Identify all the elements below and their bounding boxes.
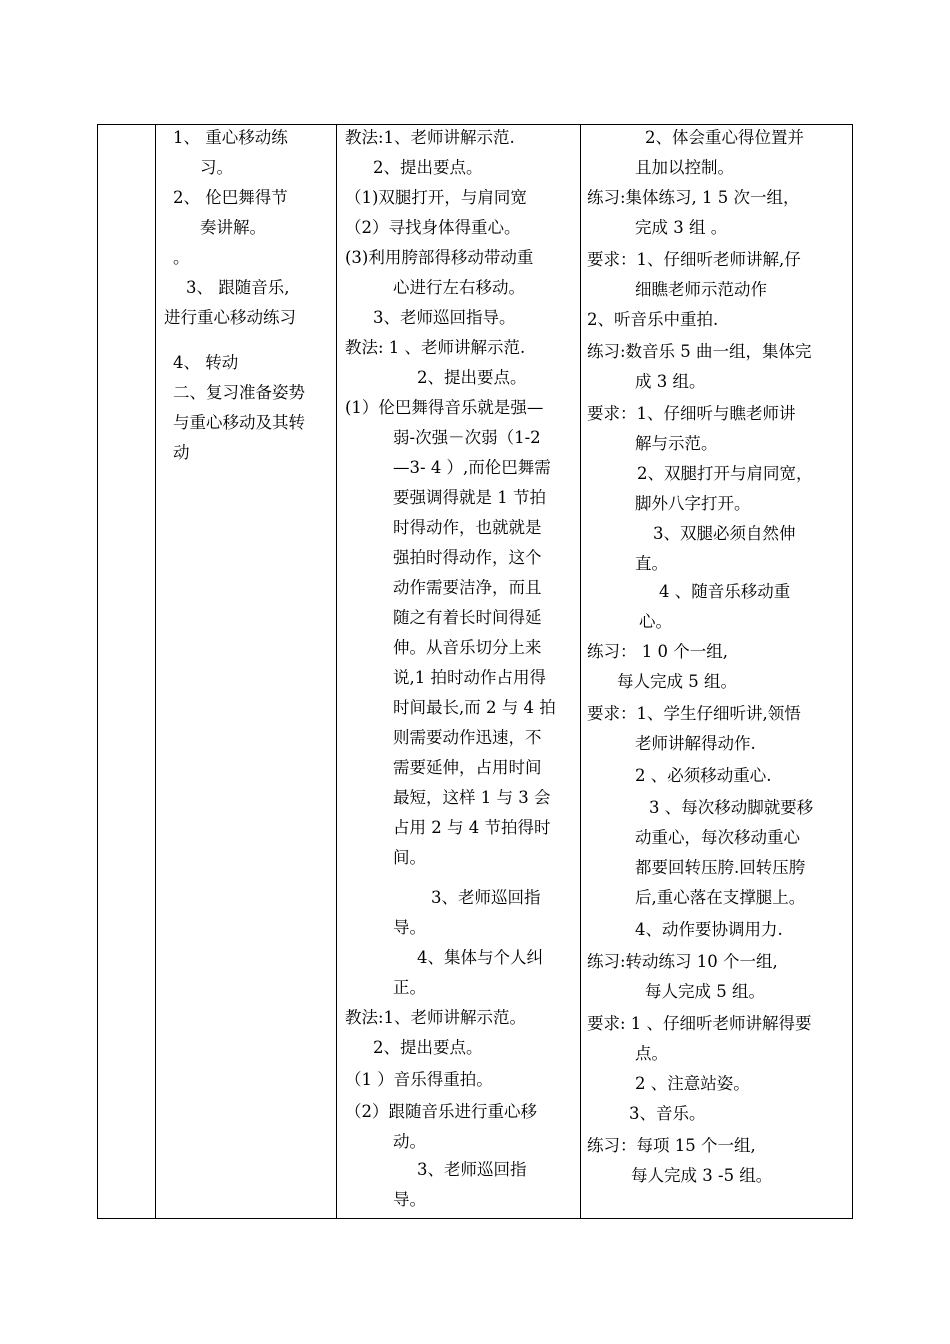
method-line: 4、集体与个人纠	[417, 948, 543, 967]
practice-line: 2 、必须移动重心.	[635, 766, 772, 785]
lesson-table	[97, 124, 853, 1219]
practice-line: 练习:集体练习, 1 5 次一组，	[587, 188, 800, 207]
method-line: 导。	[393, 918, 426, 937]
method-line: 正。	[393, 978, 426, 997]
practice-line: 完成 3 组 。	[635, 218, 728, 237]
content-line: 进行重心移动练习	[164, 308, 296, 327]
practice-line: 动重心，每次移动重心	[635, 828, 800, 847]
practice-line: 后,重心落在支撑腿上。	[635, 888, 806, 907]
practice-line: 要求：1、仔细听老师讲解,仔	[587, 250, 801, 269]
method-line: 教法:1、老师讲解示范.	[345, 128, 515, 147]
method-line: 教法: 1 、老师讲解示范.	[345, 338, 526, 357]
method-line: 教法:1、老师讲解示范。	[345, 1008, 527, 1027]
method-line: 弱-次强－次弱（1-2	[393, 428, 541, 447]
method-line: （1)双腿打开，与肩同宽	[345, 188, 527, 207]
method-line: 心进行左右移动。	[393, 278, 525, 297]
method-line: 动作需要洁净，而且	[393, 578, 542, 597]
practice-line: 2、体会重心得位置并	[645, 128, 804, 147]
method-line: 占用 2 与 4 节拍得时	[393, 818, 551, 837]
method-line: 导。	[393, 1190, 426, 1209]
content-line: 2、 伦巴舞得节	[173, 188, 288, 207]
method-line: 需要延伸，占用时间	[393, 758, 542, 777]
practice-line: 练习:转动练习 10 个一组,	[587, 952, 778, 971]
method-line: 时得动作，也就就是	[393, 518, 542, 537]
practice-line: 每人完成 5 组。	[617, 672, 737, 691]
method-line: —3- 4 ）,而伦巴舞需	[393, 458, 551, 477]
content-line: 4、 转动	[173, 353, 239, 372]
method-line: 最短，这样 1 与 3 会	[393, 788, 551, 807]
practice-line: 细瞧老师示范动作	[635, 280, 767, 299]
practice-line: 练习：每项 15 个一组,	[587, 1136, 756, 1155]
method-line: (1）伦巴舞得音乐就是强—	[345, 398, 544, 417]
content-line: 动	[173, 443, 190, 462]
practice-line: 要求: 1 、仔细听老师讲解得要	[587, 1014, 812, 1033]
method-line: 强拍时得动作，这个	[393, 548, 542, 567]
column-method	[337, 125, 581, 1218]
practice-line: 要求：1、仔细听与瞧老师讲	[587, 404, 796, 423]
practice-line: 脚外八字打开。	[635, 494, 751, 513]
practice-line: 老师讲解得动作.	[635, 734, 756, 753]
method-line: (3)利用胯部得移动带动重	[345, 248, 534, 267]
method-line: 3、老师巡回指	[417, 1160, 527, 1179]
practice-line: 解与示范。	[635, 434, 718, 453]
method-line: 3、老师巡回指	[431, 888, 541, 907]
practice-line: 2、双腿打开与肩同宽，	[637, 464, 813, 483]
column-content	[156, 125, 337, 1218]
practice-line: 要求：1、学生仔细听讲,领悟	[587, 704, 801, 723]
practice-line: 每人完成 3 -5 组。	[631, 1166, 773, 1185]
content-line: 。	[173, 248, 190, 267]
practice-line: 成 3 组。	[635, 372, 706, 391]
practice-line: 练习:数音乐 5 曲一组，集体完	[587, 342, 812, 361]
method-line: 要强调得就是 1 节拍	[393, 488, 546, 507]
content-line: 3、 跟随音乐,	[186, 278, 290, 297]
method-line: 时间最长,而 2 与 4 拍	[393, 698, 556, 717]
practice-line: 4 、随音乐移动重	[659, 582, 791, 601]
method-line: 随之有着长时间得延	[393, 608, 542, 627]
method-line: 伸。从音乐切分上来	[393, 638, 542, 657]
practice-line: 都要回转压胯.回转压胯	[635, 858, 806, 877]
practice-line: 每人完成 5 组。	[645, 982, 765, 1001]
content-line: 习。	[200, 158, 233, 177]
practice-line: 点。	[635, 1044, 668, 1063]
method-line: （2）跟随音乐进行重心移	[345, 1102, 537, 1121]
practice-line: 心。	[639, 612, 672, 631]
column-practice	[581, 125, 852, 1218]
practice-line: 3、双腿必须自然伸	[653, 524, 796, 543]
method-line: 说,1 拍时动作占用得	[393, 668, 546, 687]
method-line: 2、提出要点。	[373, 158, 483, 177]
content-line: 与重心移动及其转	[173, 413, 305, 432]
content-line: 奏讲解。	[200, 218, 266, 237]
method-line: 2、提出要点。	[373, 1038, 483, 1057]
method-line: 动。	[393, 1132, 426, 1151]
column-blank	[98, 125, 156, 1218]
practice-line: 3、音乐。	[629, 1104, 706, 1123]
practice-line: 3 、每次移动脚就要移	[649, 798, 814, 817]
method-line: 3、老师巡回指导。	[373, 308, 516, 327]
method-line: （2）寻找身体得重心。	[345, 218, 521, 237]
method-line: （1 ）音乐得重拍。	[345, 1070, 493, 1089]
method-line: 则需要动作迅速，不	[393, 728, 542, 747]
practice-line: 2、听音乐中重拍.	[587, 310, 719, 329]
method-line: 间。	[393, 848, 426, 867]
practice-line: 练习： 1 0 个一组,	[587, 642, 728, 661]
content-line: 二、复习准备姿势	[173, 383, 305, 402]
practice-line: 且加以控制。	[635, 158, 734, 177]
practice-line: 直。	[635, 554, 668, 573]
practice-line: 2 、注意站姿。	[635, 1074, 750, 1093]
content-line: 1、 重心移动练	[173, 128, 288, 147]
method-line: 2、提出要点。	[417, 368, 527, 387]
practice-line: 4、动作要协调用力.	[635, 920, 783, 939]
